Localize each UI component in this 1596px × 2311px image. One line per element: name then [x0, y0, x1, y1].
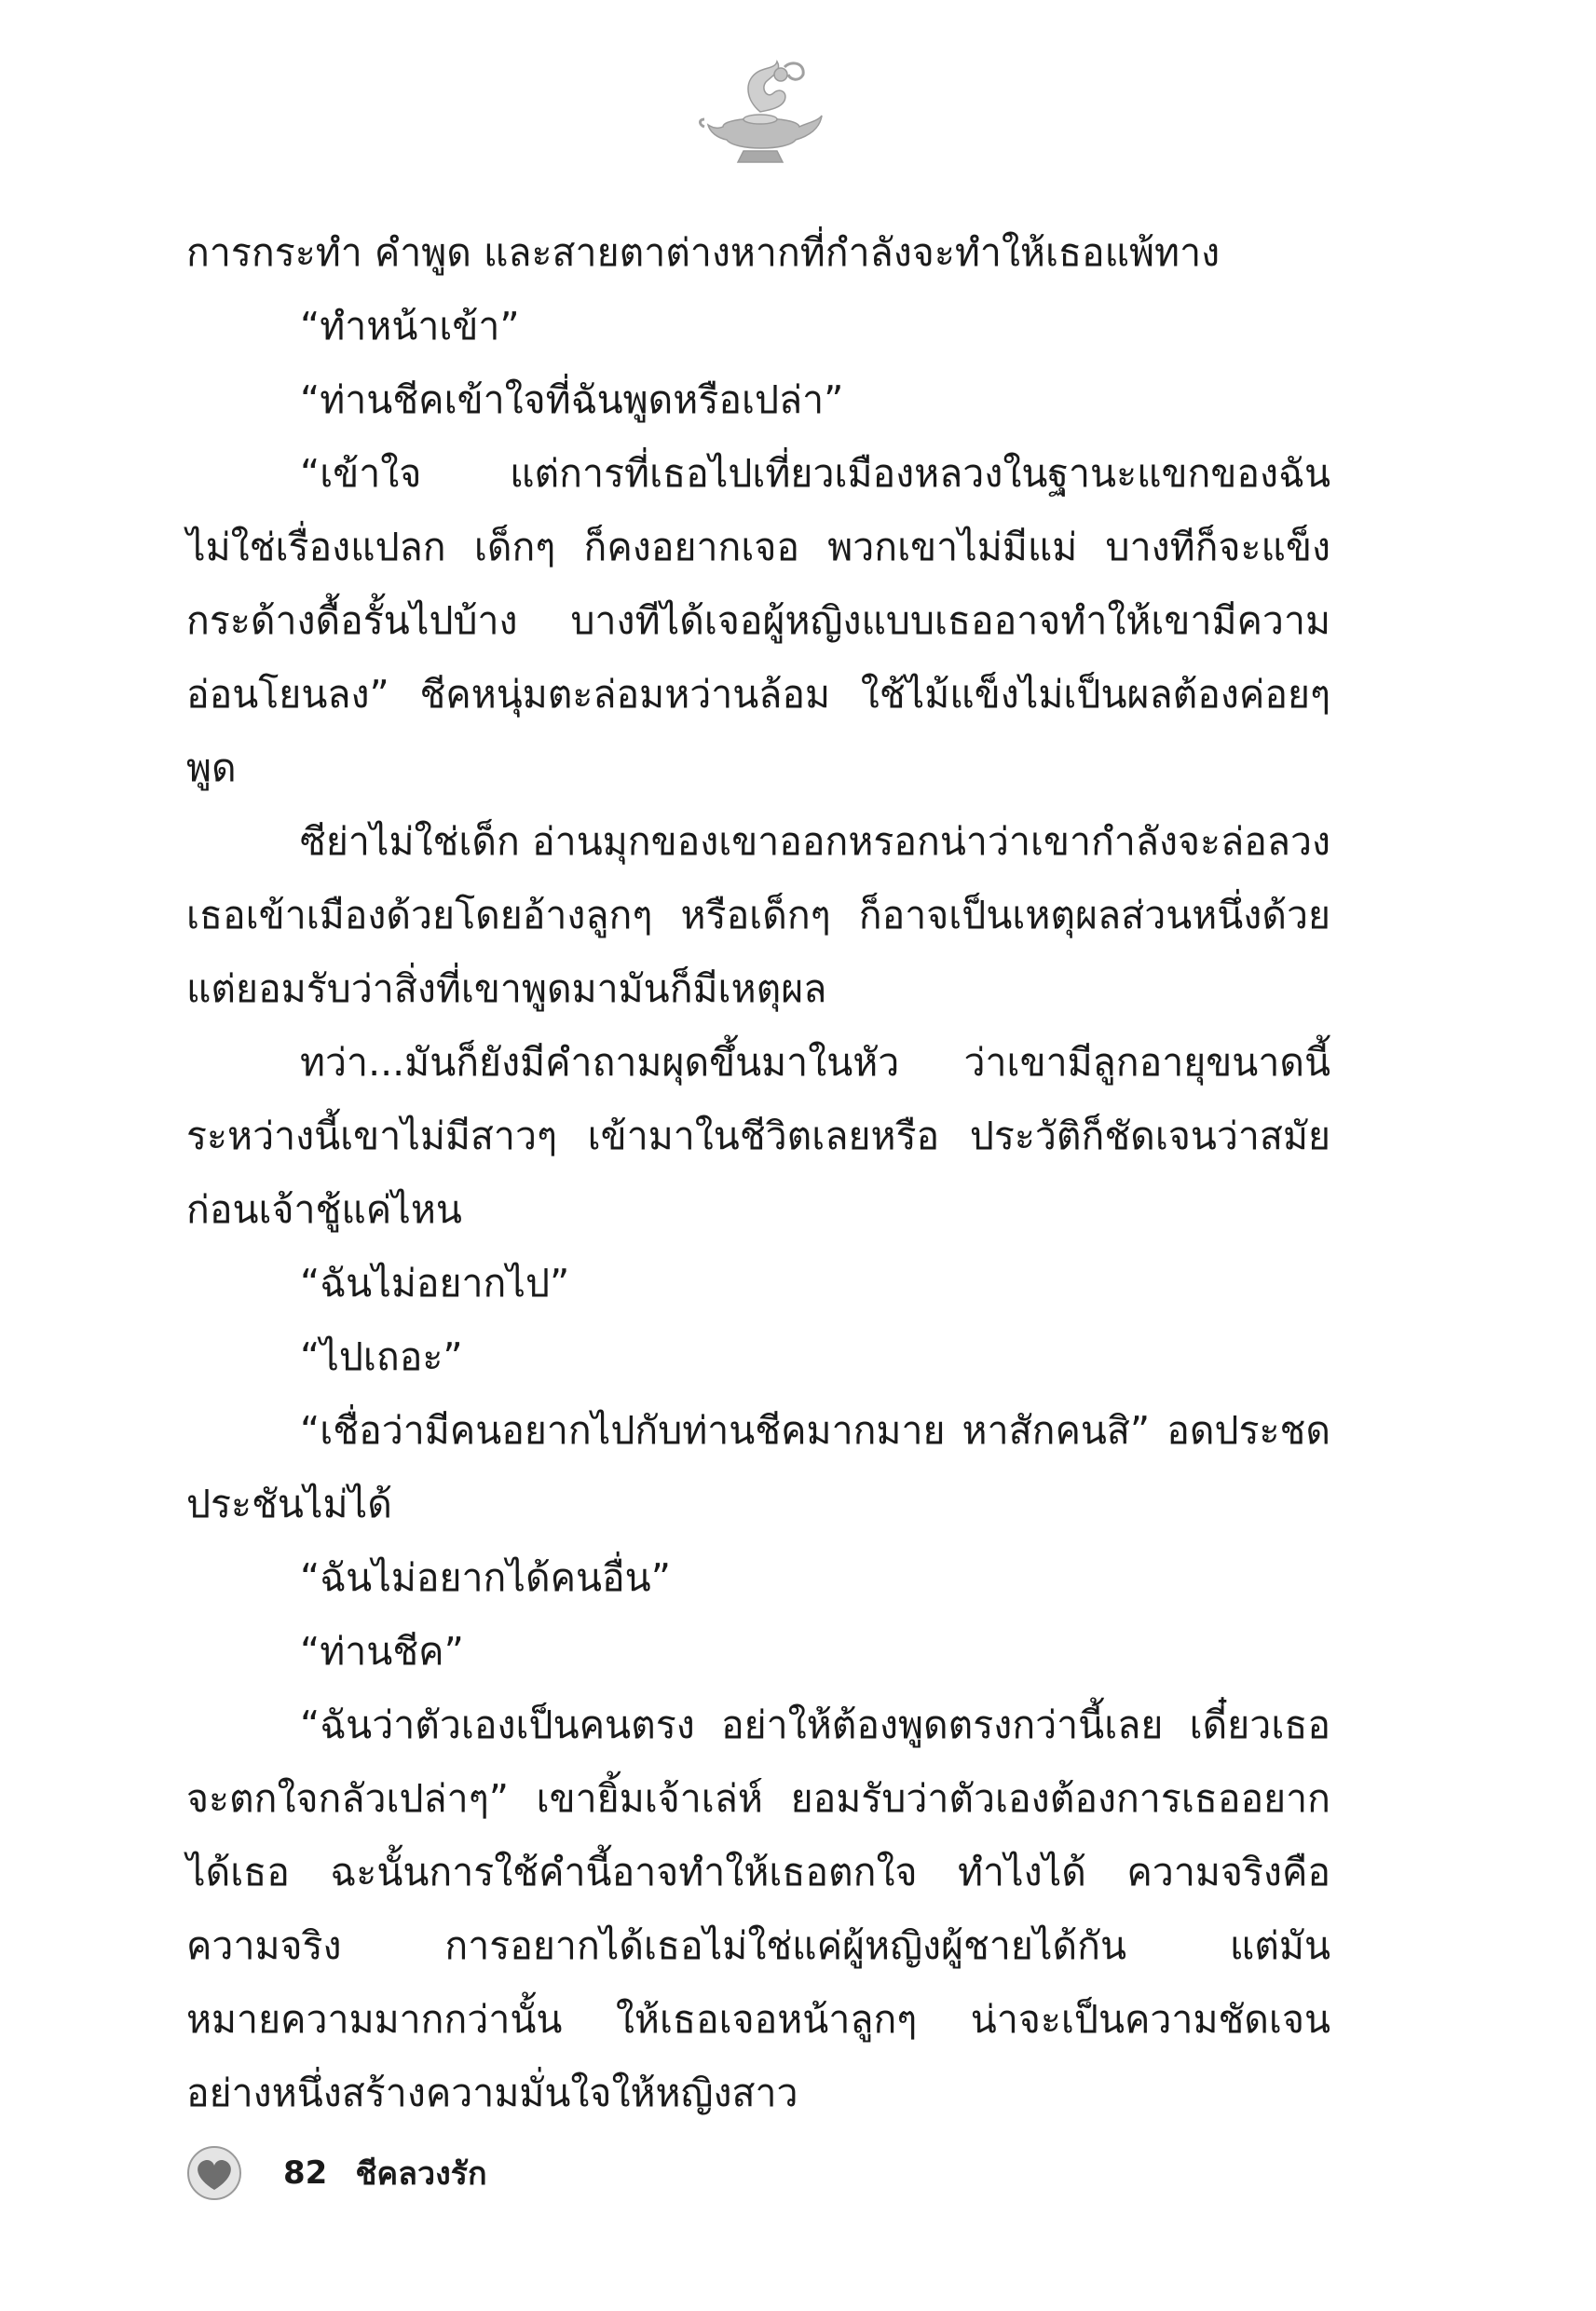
heart-icon: [183, 2143, 248, 2203]
paragraph: “ฉันไม่อยากไป”: [300, 1261, 570, 1306]
paragraph: “เข้าใจ แต่การที่เธอไปเที่ยวเมืองหลวงในฐานะแขกของฉันไม่ใช่เรื่องแปลก เด็กๆ ก็คงอยากเจอ พวกเขาไม่มีแม่ บางทีก็จะแข็งกระด้างดื้อรั้นไปบ้าง บางทีได้เจอผู้หญิงแบบเธออาจทำให้เขามีความอ่อนโยนลง” ชีคหนุ่มตะล่อมหว่านล้อม ใช้ไม้แข็งไม่เป็นผลต้องค่อยๆ พูด: [186, 451, 1330, 790]
page-footer: [183, 2143, 487, 2203]
paragraph: “ท่านชีคเข้าใจที่ฉันพูดหรือเปล่า”: [300, 377, 844, 422]
body-text: [186, 216, 1330, 2130]
paragraph: “ทำหน้าเข้า”: [300, 304, 520, 349]
book-title: ชีคลวงรัก: [355, 2155, 487, 2193]
paragraph: “เชื่อว่ามีคนอยากไปกับท่านชีคมากมาย หาสักคนสิ” อดประชดประชันไม่ได้: [186, 1408, 1330, 1526]
genie-lamp-icon: [695, 54, 825, 175]
paragraph: “ฉันไม่อยากได้คนอื่น”: [300, 1555, 671, 1600]
paragraph: ทว่า...มันก็ยังมีคำถามผุดขึ้นมาในหัว ว่าเขามีลูกอายุขนาดนี้ระหว่างนี้เขาไม่มีสาวๆ เข้ามาในชีวิตเลยหรือ ประวัติก็ชัดเจนว่าสมัยก่อนเจ้าชู้แค่ไหน: [186, 1040, 1330, 1232]
page-number: 82: [283, 2154, 328, 2192]
paragraph: “ฉันว่าตัวเองเป็นคนตรง อย่าให้ต้องพูดตรงกว่านี้เลย เดี๋ยวเธอจะตกใจกลัวเปล่าๆ” เขายิ้มเจ้าเล่ห์ ยอมรับว่าตัวเองต้องการเธออยากได้เธอ ฉะนั้นการใช้คำนี้อาจทำให้เธอตกใจ ทำไงได้ ความจริงคือความจริง การอยากได้เธอไม่ใช่แค่ผู้หญิงผู้ชายได้กัน แต่มันหมายความมากกว่านั้น ให้เธอเจอหน้าลูกๆ น่าจะเป็นความชัดเจนอย่างหนึ่งสร้างความมั่นใจให้หญิงสาว: [186, 1702, 1330, 2115]
paragraph: “ไปเถอะ”: [300, 1334, 463, 1379]
paragraph: ซีย่าไม่ใช่เด็ก อ่านมุกของเขาออกหรอกน่าว่าเขากำลังจะล่อลวงเธอเข้าเมืองด้วยโดยอ้างลูกๆ หรือเด็กๆ ก็อาจเป็นเหตุผลส่วนหนึ่งด้วยแต่ยอมรับว่าสิ่งที่เขาพูดมามันก็มีเหตุผล: [186, 819, 1330, 1011]
paragraph: การกระทำ คำพูด และสายตาต่างหากที่กำลังจะทำให้เธอแพ้ทาง: [186, 230, 1221, 275]
paragraph: “ท่านชีค”: [300, 1629, 464, 1674]
